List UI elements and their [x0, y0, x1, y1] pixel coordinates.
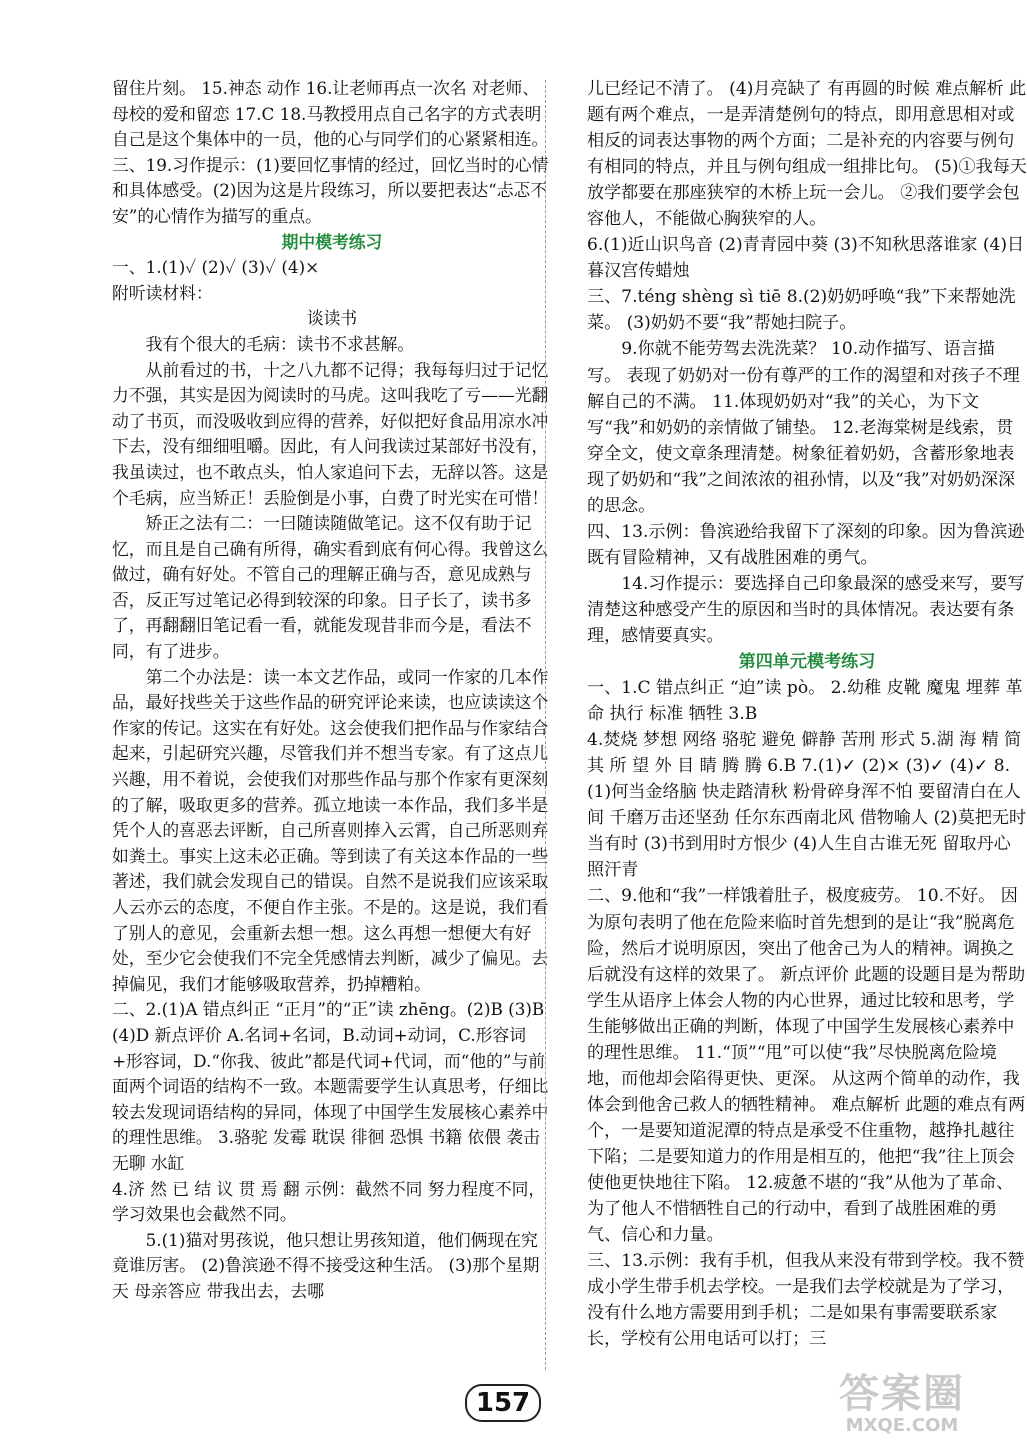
paragraph: 9.你就不能劳驾去洗洗菜？ 10.动作描写、语言描写。 表现了奶奶对一份有尊严的工作的渴望和对孩子不理解自己的不满。 11.体现奶奶对“我”的关心，为下文写“我”和奶奶的亲情做了铺垫。 12.老海棠树是线索，贯穿全文，使文章条理清楚。树象征着奶奶，含蓄形象地表现了奶奶和“我”之间浓浓的祖孙情，以及“我”对奶奶深深的思念。	[587, 339, 1020, 516]
paragraph: 二、2.(1)A 错点纠正 “正月”的“正”读 zhēng。(2)B (3)B (4)D 新点评价 A.名词+名词，B.动词+动词，C.形容词+形容词，D.“你我、彼此”都是代词+代词，而“他的”与前面两个词语的结构不一致。本题需要学生认真思考，仔细比较去发现词语结构的异同，体现了中国学生发展核心素养中的理性思维。 3.骆驼 发霉 耽误 徘徊 恐惧 书籍 依偎 袭击 无聊 水缸	[112, 999, 550, 1173]
section-title-unit4: 第四单元模考练习	[738, 652, 876, 673]
paragraph: 第二个办法是：读一本文艺作品，或同一作家的几本作品，最好找些关于这些作品的研究评论来读，也应读读这个作家的传记。这实在有好处。这会使我们把作品与作家结合起来，引起研究兴趣，尽管我们并不想当专家。有了这点儿兴趣，用不着说，会使我们对那些作品与那个作家有更深刻的了解，吸取更多的营养。孤立地读一本作品，我们多半是凭个人的喜恶去评断，自己所喜则捧入云霄，自己所恶则弃如粪土。事实上这未必正确。等到读了有关这本作品的一些著述，我们就会发现自己的错误。自然不是说我们应该采取人云亦云的态度，不便自作主张。不是的。这是说，我们看了别人的意见，会重新去想一想。这么再想一想便大有好处，至少它会使我们不完全凭感情去判断，减少了偏见。去掉偏见，我们才能够吸取营养，扔掉糟粕。	[112, 666, 549, 994]
paragraph: 三、13.示例：我有手机，但我从来没有带到学校。我不赞成小学生带手机去学校。一是我们去学校就是为了学习，没有什么地方需要用到手机；二是如果有事需要联系家长，学校有公用电话可以打；三	[587, 1251, 1025, 1350]
page-number: 157	[465, 1384, 541, 1422]
watermark-logo	[812, 1372, 992, 1442]
paragraph: 儿已经记不清了。 (4)月亮缺了 有再圆的时候 难点解析 此题有两个难点，一是弄清楚例句的特点，即用意思相对或相反的词表达事物的两个方面；二是补充的内容要与例句有相同的特点，并且与例句组成一组排比句。 (5)①我每天放学都要在那座狭窄的木桥上玩一会儿。 ②我们要学会包容他人，不能做心胸狭窄的人。	[587, 79, 1027, 230]
paragraph: 14.习作提示：要选择自己印象最深的感受来写，要写清楚这种感受产生的原因和当时的具体情况。表达要有条理，感情要真实。	[587, 573, 1025, 646]
left-column	[112, 76, 552, 1305]
paragraph: 从前看过的书，十之八九都不记得；我每每归过于记忆力不强，其实是因为阅读时的马虎。这叫我吃了亏——光翻动了书页，而没吸收到应得的营养，好似把好食品用凉水冲下去，没有细细咀嚼。因此，有人问我读过某部好书没有，我虽读过，也不敢点头，怕人家追问下去，无辞以答。这是个毛病，应当矫正！丢脸倒是小事，白费了时光实在可惜！	[112, 359, 549, 508]
paragraph: 留住片刻。 15.神态 动作 16.让老师再点一次名 对老师、母校的爱和留恋 17.C 18.马教授用点自己名字的方式表明自己是这个集体中的一员，他的心与同学们的心紧紧相连。	[112, 78, 549, 150]
passage-title: 谈读书	[306, 308, 358, 329]
paragraph: 4.焚烧 梦想 网络 骆驼 避免 僻静 苦刑 形式 5.湖 海 精 简 其 所 望 外 目 睛 腾 腾 6.B 7.(1)✓ (2)× (3)✓ (4)✓ 8.(1)何当金络脑 快走踏清秋 粉骨碎身浑不怕 要留清白在人间 千磨万击还坚劲 任尔东西南北风 借物喻人 (2)莫把无时当有时 (3)书到用时方恨少 (4)人生自古谁无死 留取丹心照汗青	[587, 730, 1027, 881]
paragraph: 三、7.téng shèng sì tiē 8.(2)奶奶呼唤“我”下来帮她洗菜。 (3)奶奶不要“我”帮她扫院子。	[587, 287, 1016, 334]
watermark-logo-text: 答案圈	[839, 1371, 965, 1417]
right-column	[587, 76, 1027, 1352]
paragraph: 一、1.C 错点纠正 “迫”读 pò。 2.幼稚 皮靴 魔鬼 埋葬 革命 执行 标准 牺牲 3.B	[587, 678, 1023, 725]
paragraph: 我有个很大的毛病：读书不求甚解。	[145, 333, 415, 354]
paragraph: 6.(1)近山识鸟音 (2)青青园中葵 (3)不知秋思落谁家 (4)日暮汉宫传蜡烛	[587, 235, 1025, 282]
paragraph: 5.(1)猫对男孩说，他只想让男孩知道，他们俩现在究竟谁厉害。 (2)鲁滨逊不得不接受这种生活。 (3)那个星期天 母亲答应 带我出去，去哪	[112, 1229, 540, 1301]
paragraph: 附听读材料：	[112, 282, 213, 303]
section-title-midterm: 期中模考练习	[281, 231, 383, 252]
paragraph: 矫正之法有二：一曰随读随做笔记。这不仅有助于记忆，而且是自己确有所得，确实看到底有何心得。我曾这么做过，确有好处。不管自己的理解正确与否，意见成熟与否，反正写过笔记必得到较深的印象。日子长了，读书多了，再翻翻旧笔记看一看，就能发现昔非而今是，看法不同，有了进步。	[112, 513, 549, 662]
column-divider	[545, 80, 546, 1370]
paragraph: 三、19.习作提示：(1)要回忆事情的经过，回忆当时的心情和具体感受。(2)因为这是片段练习，所以要把表达“忐忑不安”的心情作为描写的重点。	[112, 154, 549, 226]
paragraph: 4.济 然 已 结 议 贯 焉 翻 示例：截然不同 努力程度不同，学习效果也会截然不同。	[112, 1178, 546, 1225]
watermark-url: MXQE.COM	[845, 1415, 959, 1436]
paragraph: 一、1.(1)✓ (2)✓ (3)✓ (4)×	[112, 257, 320, 278]
paragraph: 四、13.示例：鲁滨逊给我留下了深刻的印象。因为鲁滨逊既有冒险精神，又有战胜困难的勇气。	[587, 521, 1025, 568]
paragraph: 二、9.他和“我”一样饿着肚子，极度疲劳。 10.不好。 因为原句表明了他在危险来临时首先想到的是让“我”脱离危险，然后才说明原因，突出了他舍己为人的精神。调换之后就没有这样的效果了。 新点评价 此题的设题目是为帮助学生从语序上体会人物的内心世界，通过比较和思考，学生能够做出正确的判断，体现了中国学生发展核心素养中的理性思维。 11.“顶”“甩”可以使“我”尽快脱离危险境地，而他却会陷得更快、更深。 从这两个简单的动作，我体会到他舍己救人的牺牲精神。 难点解析 此题的难点有两个，一是要知道泥潭的特点是承受不住重物，越挣扎越往下陷；二是要知道力的作用是相互的，他把“我”往上顶会使他更快地往下陷。 12.疲惫不堪的“我”从他为了革命、为了他人不惜牺牲自己的行动中，看到了战胜困难的勇气、信心和力量。	[587, 886, 1026, 1246]
